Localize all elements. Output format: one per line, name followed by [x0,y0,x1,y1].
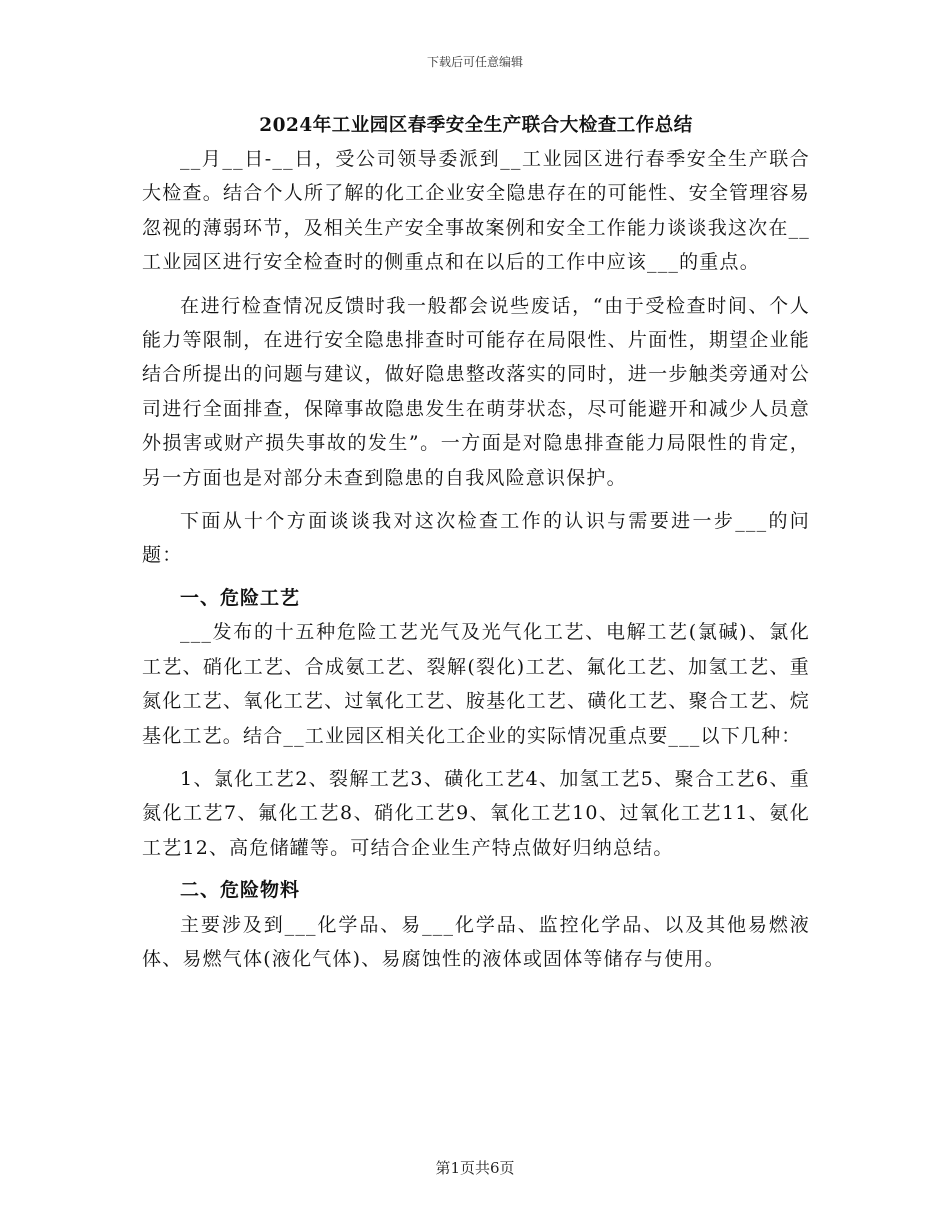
document-title: 2024年工业园区春季安全生产联合大检查工作总结 [259,115,693,136]
intro-paragraph-3: 下面从十个方面谈谈我对这次检查工作的认识与需要进一步___的问题： [142,510,810,567]
intro-paragraph-2: 在进行检查情况反馈时我一般都会说些废话，“由于受检查时间、个人能力等限制，在进行安全隐患排查时可能存在局限性、片面性，期望企业能结合所提出的问题与建议，做好隐患整改落实的同时，进一步触类旁通对公司进行全面排查，保障事故隐患发生在萌芽状态，尽可能避开和减少人员意外损害或财产损失事故的发生”。一方面是对隐患排查能力局限性的肯定，另一方面也是对部分未查到隐患的自我风险意识保护。 [142,294,810,489]
section1-paragraph-1: ___发布的十五种危险工艺光气及光气化工艺、电解工艺(氯碱)、氯化工艺、硝化工艺、合成氨工艺、裂解(裂化)工艺、氟化工艺、加氢工艺、重氮化工艺、氧化工艺、过氧化工艺、胺基化工艺、磺化工艺、聚合工艺、烷基化工艺。结合__工业园区相关化工企业的实际情况重点要___以下几种： [142,621,810,747]
document-body [142,110,810,976]
intro-paragraph-1: __月__日-__日，受公司领导委派到__工业园区进行春季安全生产联合大检查。结合个人所了解的化工企业安全隐患存在的可能性、安全管理容易忽视的薄弱环节，及相关生产安全事故案例和安全工作能力谈谈我这次在__工业园区进行安全检查时的侧重点和在以后的工作中应该___的重点。 [142,148,810,274]
section1-paragraph-2: 1、氯化工艺2、裂解工艺3、磺化工艺4、加氢工艺5、聚合工艺6、重氮化工艺7、氟化工艺8、硝化工艺9、氧化工艺10、过氧化工艺11、氨化工艺12、高危储罐等。可结合企业生产特点做好归纳总结。 [142,767,810,859]
page-number: 第1页共6页 [435,1159,515,1177]
section2-paragraph-1: 主要涉及到___化学品、易___化学品、监控化学品、以及其他易燃液体、易燃气体(液化气体)、易腐蚀性的液体或固体等储存与使用。 [142,913,810,970]
section-heading-hazardous-processes: 一、危险工艺 [180,586,301,609]
section-heading-hazardous-materials: 二、危险物料 [180,879,301,902]
page-header-note: 下载后可任意编辑 [426,55,523,69]
